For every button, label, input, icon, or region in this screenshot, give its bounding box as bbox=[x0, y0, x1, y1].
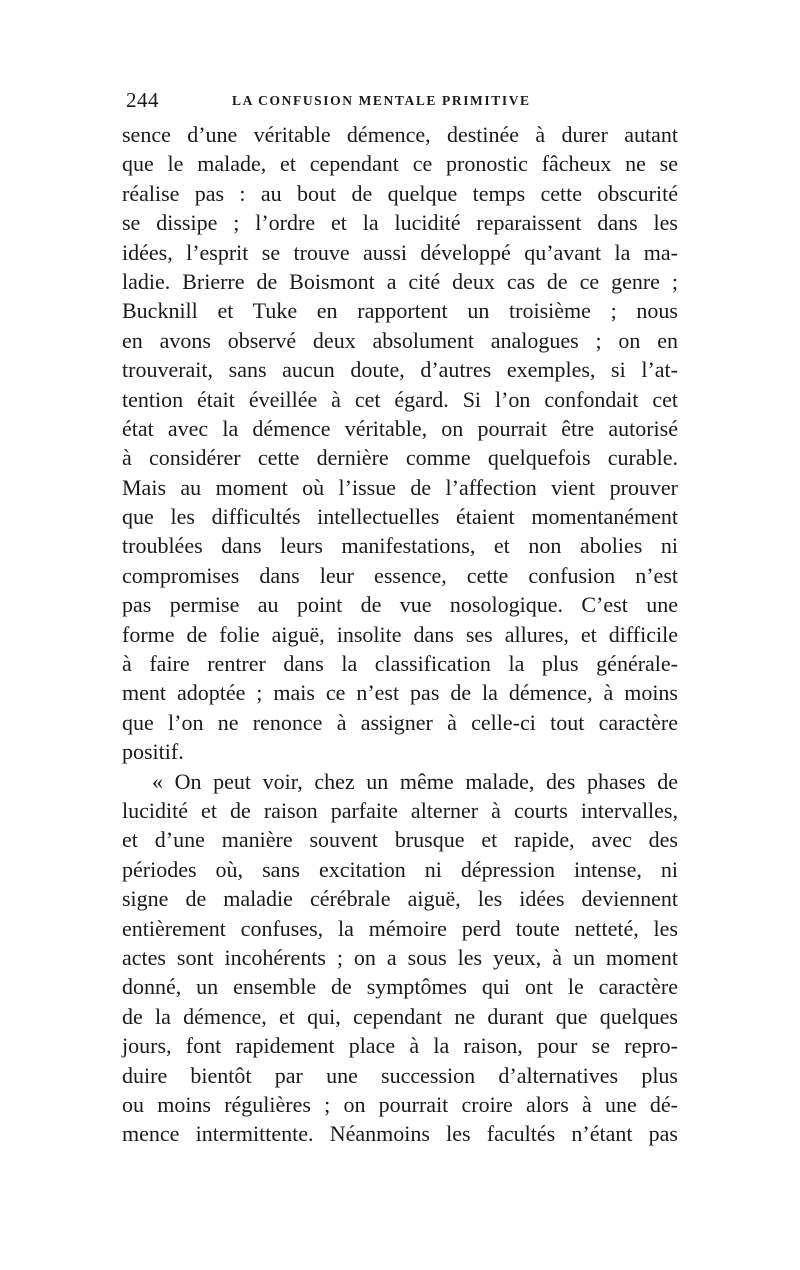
text-line: compromises dans leur essence, cette confusion n’est bbox=[122, 562, 678, 588]
text-line: en avons observé deux absolument analogues ; on en bbox=[122, 327, 678, 353]
text-line: périodes où, sans excitation ni dépression intense, ni bbox=[122, 856, 678, 882]
text-line: se dissipe ; l’ordre et la lucidité reparaissent dans les bbox=[122, 210, 678, 236]
text-line: que l’on ne renonce à assigner à celle-ci tout caractère bbox=[122, 709, 678, 735]
text-line: sence d’une véritable démence, destinée à durer autant bbox=[122, 122, 678, 147]
body-text bbox=[122, 120, 678, 1149]
running-head bbox=[122, 84, 678, 120]
text-line: signe de maladie cérébrale aiguë, les idées deviennent bbox=[122, 886, 678, 912]
text-line: Bucknill et Tuke en rapportent un troisième ; nous bbox=[122, 298, 678, 324]
text-line: à faire rentrer dans la classification la plus générale- bbox=[122, 651, 678, 677]
text-line: Mais au moment où l’issue de l’affection vient prouver bbox=[122, 474, 678, 500]
text-line: troublées dans leurs manifestations, et non abolies ni bbox=[122, 533, 678, 559]
text-line: de la démence, et qui, cependant ne durant que quelques bbox=[122, 1003, 678, 1029]
text-line: entièrement confuses, la mémoire perd toute netteté, les bbox=[122, 915, 678, 941]
paragraph-end-line: positif. bbox=[122, 739, 184, 765]
text-line: ladie. Brierre de Boismont a cité deux cas de ce genre ; bbox=[122, 268, 678, 294]
text-line: et d’une manière souvent brusque et rapide, avec des bbox=[122, 827, 678, 853]
page-number: 244 bbox=[126, 88, 159, 112]
text-line: ment adoptée ; mais ce n’est pas de la démence, à moins bbox=[122, 680, 678, 706]
text-line: à considérer cette dernière comme quelquefois curable. bbox=[122, 445, 678, 471]
text-line: actes sont incohérents ; on a sous les yeux, à un moment bbox=[122, 944, 678, 970]
text-line: donné, un ensemble de symptômes qui ont le caractère bbox=[122, 974, 678, 1000]
text-line: pas permise au point de vue nosologique. C’est une bbox=[122, 592, 678, 618]
text-line: duire bientôt par une succession d’alternatives plus bbox=[122, 1062, 678, 1088]
text-line: forme de folie aiguë, insolite dans ses allures, et difficile bbox=[122, 621, 678, 647]
text-line: trouverait, sans aucun doute, d’autres exemples, si l’at- bbox=[122, 357, 678, 383]
text-line: ou moins régulières ; on pourrait croire alors à une dé- bbox=[122, 1091, 678, 1117]
text-line: tention était éveillée à cet égard. Si l’on confondait cet bbox=[122, 386, 678, 412]
book-page bbox=[122, 84, 678, 1149]
text-line: lucidité et de raison parfaite alterner à courts intervalles, bbox=[122, 797, 678, 823]
paragraph-start-line: « On peut voir, chez un même malade, des phases de bbox=[152, 768, 678, 794]
text-line: que les difficultés intellectuelles étaient momentanément bbox=[122, 504, 678, 530]
text-line: mence intermittente. Néanmoins les facultés n’étant pas bbox=[122, 1121, 678, 1147]
text-line: réalise pas : au bout de quelque temps cette obscurité bbox=[122, 180, 678, 206]
text-line: jours, font rapidement place à la raison, pour se repro- bbox=[122, 1033, 678, 1059]
text-line: idées, l’esprit se trouve aussi développé qu’avant la ma- bbox=[122, 239, 678, 265]
running-title: LA CONFUSION MENTALE PRIMITIVE bbox=[232, 93, 531, 108]
text-line: état avec la démence véritable, on pourrait être autorisé bbox=[122, 415, 678, 441]
text-line: que le malade, et cependant ce pronostic fâcheux ne se bbox=[122, 151, 678, 177]
